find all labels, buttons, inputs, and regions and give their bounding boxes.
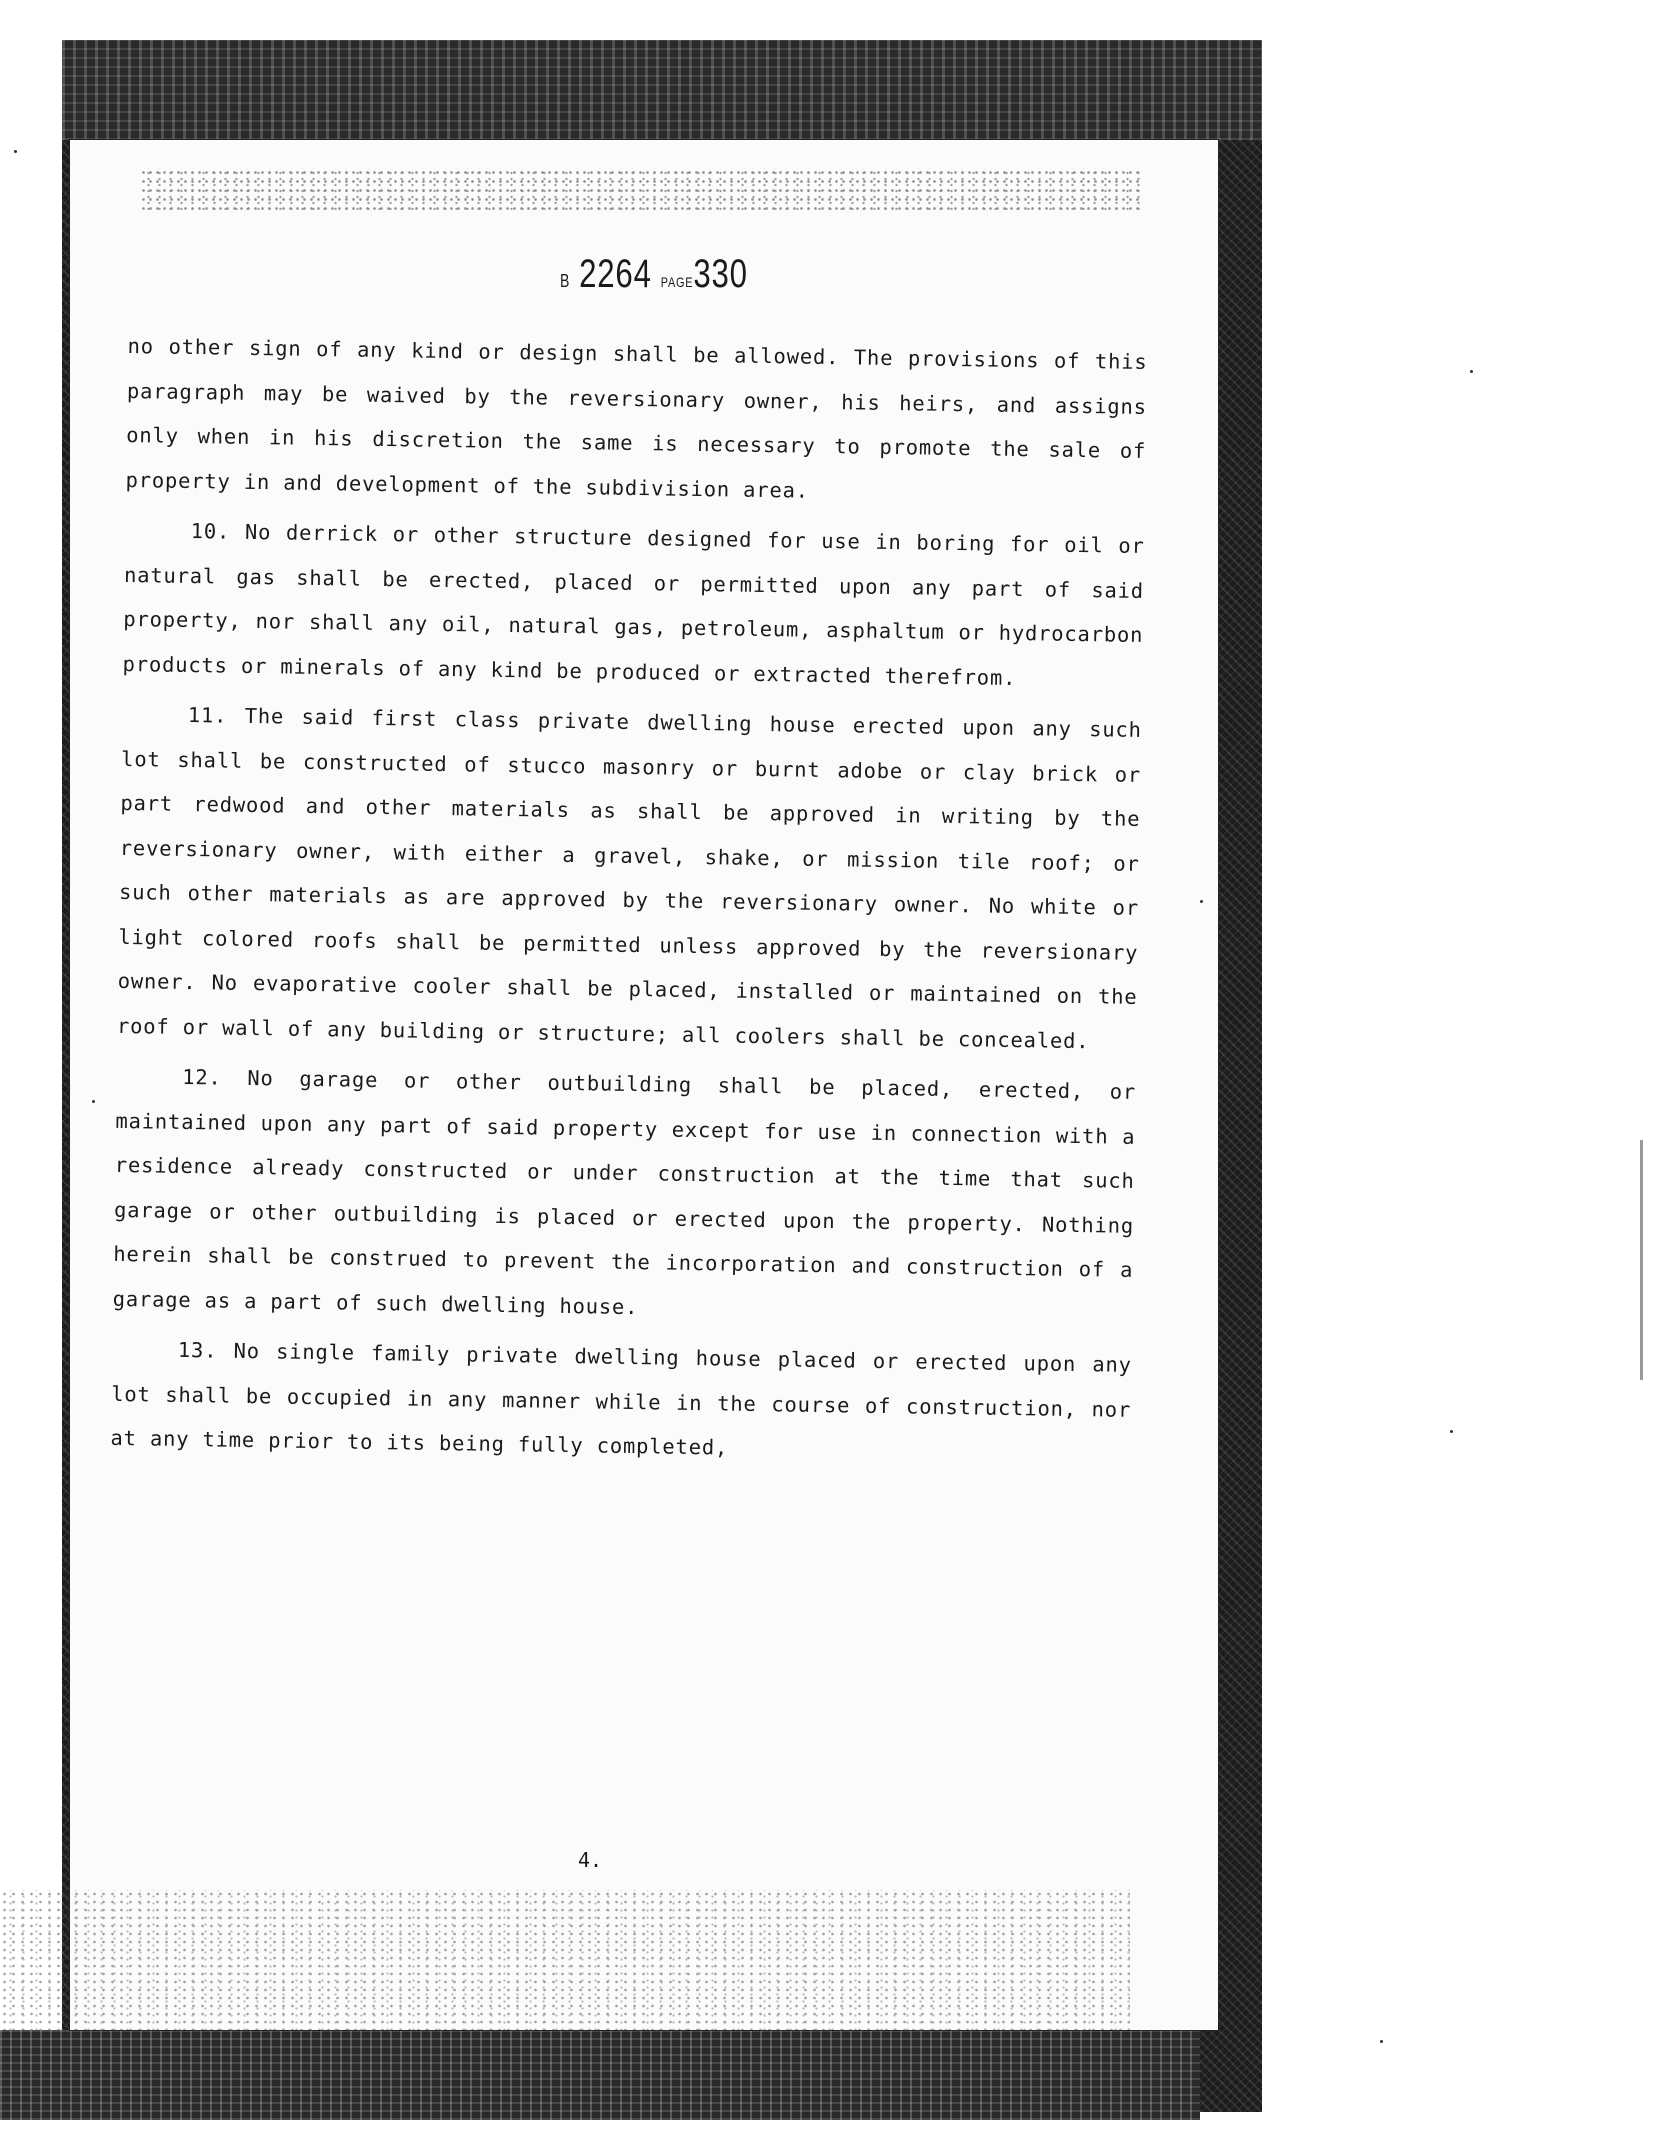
scan-dot [1380,2040,1383,2043]
book-prefix: B [560,271,571,291]
paragraph-12: 12. No garage or other outbuilding shall be placed, erected, or maintained upon any part of said property except for use in connection with a residence already constructed or under construction at the time that such garage or other outbuilding is placed or erected upon the property. Nothing herein shall be construed to prevent the incorporation and construction of a garage as a part of such dwelling house. [112,1064,1137,1319]
scan-border-top [62,40,1262,140]
scan-edge-mark [1640,1140,1643,1380]
scan-dot [14,150,17,153]
scan-noise-bottom [0,1890,1130,2030]
page-number: 330 [693,252,748,296]
scan-noise-top [140,168,1140,210]
scan-dot [1450,1430,1453,1433]
paragraph-continuation: no other sign of any kind or design shall be allowed. The provisions of this paragraph may be waived by the reversionary owner, his heirs, and assigns only when in his discretion the same is necessary to promote the sale of property in and development of the subdivision area. [125,333,1148,503]
scan-dot [1470,370,1473,373]
scan-dot [92,1100,95,1103]
scan-border-bottom [0,2030,1200,2120]
paragraph-10: 10. No derrick or other structure designed for use in boring for oil or natural gas shall be erected, placed or permitted upon any part of said property, nor shall any oil, natural gas, petroleum, asphaltum or hydrocarbon products or minerals of any kind be produced or extracted therefrom. [122,519,1145,690]
page-label: PAGE [660,274,694,290]
scan-dot [1200,900,1203,903]
paragraph-13: 13. No single family private dwelling house placed or erected upon any lot shall be occupied in any manner while in the course of construction, nor at any time prior to its being fully completed, [110,1337,1132,1460]
document-body [110,324,1148,1476]
paragraph-11: 11. The said first class private dwelling house erected upon any such lot shall be constructed of stucco masonry or burnt adobe or clay brick or part redwood and other materials as shall be approved in writing by the reversionary owner, with either a gravel, shake, or mission tile roof; or such other materials as are approved by the reversionary owner. No white or light colored roofs shall be permitted unless approved by the reversionary owner. No evaporative cooler shall be placed, installed or maintained on the roof or wall of any building or structure; all coolers shall be concealed. [116,702,1142,1053]
book-number: 2264 [579,252,652,296]
footer-page-number: 4. [578,1848,603,1872]
book-page-stamp [560,252,748,297]
